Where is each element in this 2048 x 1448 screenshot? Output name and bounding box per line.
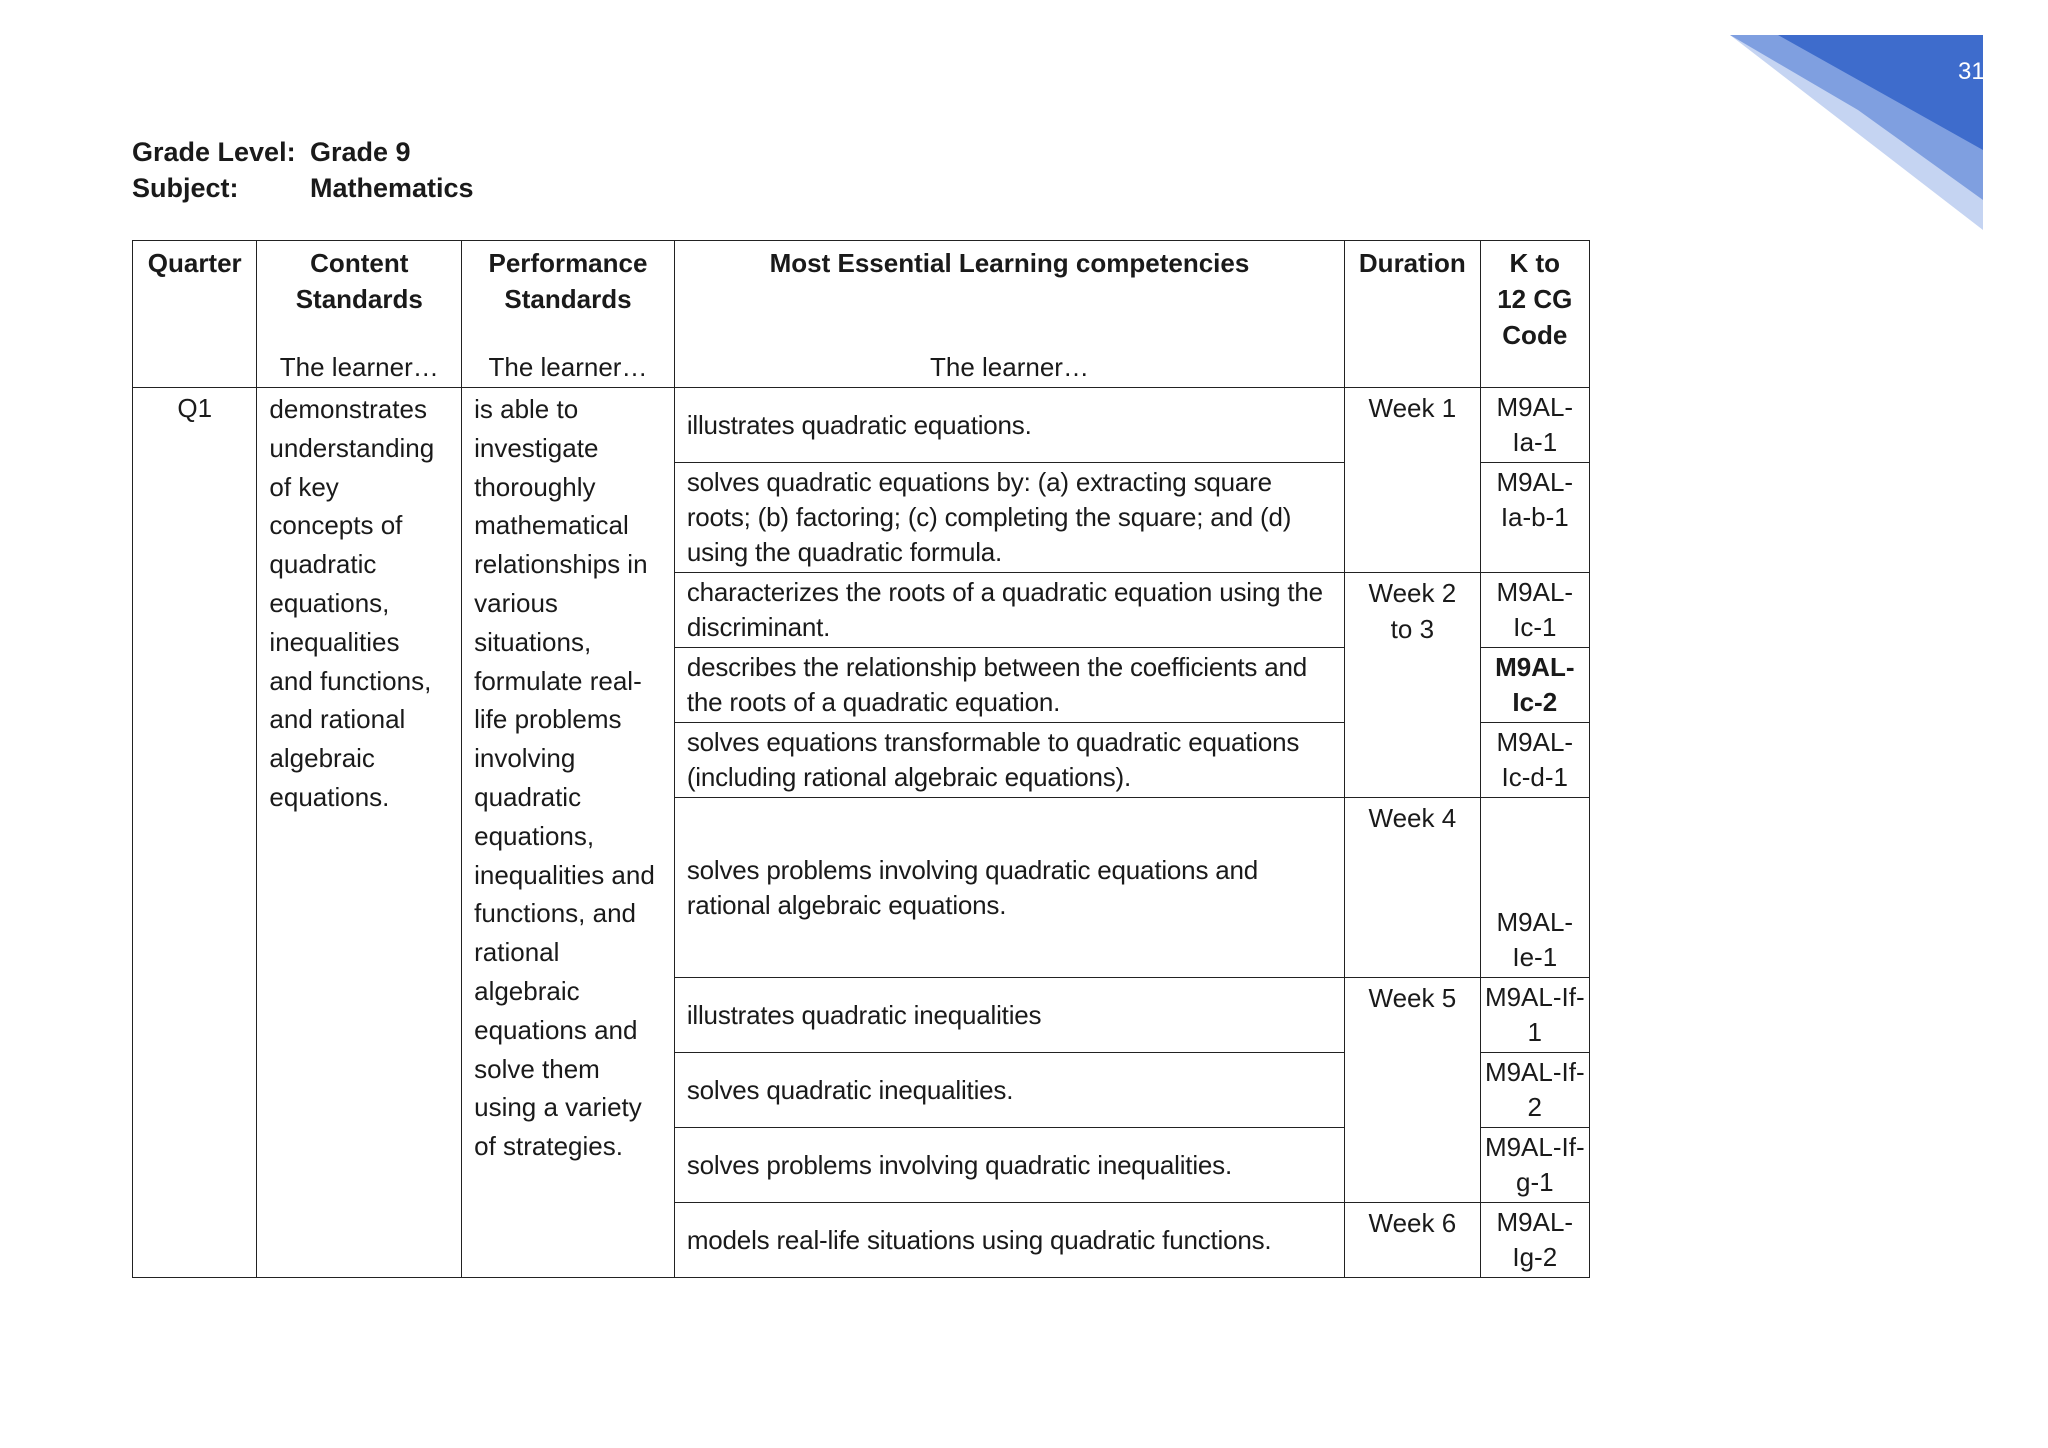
duration-cell: Week 5 (1345, 978, 1480, 1203)
duration-cell: Week 6 (1345, 1203, 1480, 1278)
competency-cell: solves quadratic equations by: (a) extracting square roots; (b) factoring; (c) completing the square; and (d) using the quadratic formula. (674, 463, 1344, 573)
header-quarter: Quarter (133, 241, 257, 388)
competency-cell: characterizes the roots of a quadratic equation using the discriminant. (674, 573, 1344, 648)
header-melc (674, 241, 1344, 388)
grade-level-label: Grade Level: (132, 137, 296, 167)
header-duration: Duration (1345, 241, 1480, 388)
duration-cell: Week 4 (1345, 798, 1480, 978)
header-row (133, 241, 1590, 388)
header-performance-standards (462, 241, 675, 388)
competency-cell: solves problems involving quadratic inequalities. (674, 1128, 1344, 1203)
content-standard-cell: demonstrates understanding of key concepts of quadratic equations, inequalities and functions, and rational algebraic equations. (257, 388, 462, 1278)
subject-value: Mathematics (310, 173, 474, 203)
header-content-sub: The learner… (279, 352, 439, 382)
header-content-standards (257, 241, 462, 388)
corner-decoration (1628, 0, 2048, 240)
header-performance-title: Performance Standards (488, 248, 648, 314)
grade-level-row (132, 134, 474, 170)
header-code: K to 12 CG Code (1480, 241, 1589, 388)
header-performance-sub: The learner… (488, 352, 648, 382)
code-cell: M9AL-If-2 (1480, 1053, 1589, 1128)
subject-row (132, 170, 474, 206)
code-cell: M9AL-Ic-2 (1480, 648, 1589, 723)
performance-standard-cell: is able to investigate thoroughly mathematical relationships in various situations, formulate real-life problems involving quadratic equations, inequalities and functions, and rational algebraic equations and solve them using a variety of strategies. (462, 388, 675, 1278)
competency-cell: solves problems involving quadratic equations and rational algebraic equations. (674, 798, 1344, 978)
header-content-title: Content Standards (295, 248, 423, 314)
duration-cell: Week 1 (1345, 388, 1480, 573)
code-cell: M9AL-Ie-1 (1480, 798, 1589, 978)
competency-cell: illustrates quadratic equations. (674, 388, 1344, 463)
code-cell: M9AL-If-g-1 (1480, 1128, 1589, 1203)
competency-cell: solves equations transformable to quadratic equations (including rational algebraic equations). (674, 723, 1344, 798)
code-cell: M9AL-Ia-b-1 (1480, 463, 1589, 573)
document-meta (132, 134, 474, 206)
header-melc-title: Most Essential Learning competencies (769, 248, 1250, 278)
competency-cell: models real-life situations using quadratic functions. (674, 1203, 1344, 1278)
quarter-cell: Q1 (133, 388, 257, 1278)
subject-label: Subject: (132, 173, 239, 203)
code-cell: M9AL-Ic-d-1 (1480, 723, 1589, 798)
grade-level-value: Grade 9 (310, 137, 411, 167)
competency-cell: solves quadratic inequalities. (674, 1053, 1344, 1128)
code-cell: M9AL-If-1 (1480, 978, 1589, 1053)
code-cell: M9AL-Ig-2 (1480, 1203, 1589, 1278)
code-cell: M9AL-Ia-1 (1480, 388, 1589, 463)
duration-cell: Week 2 to 3 (1345, 573, 1480, 798)
competency-cell: describes the relationship between the coefficients and the roots of a quadratic equation. (674, 648, 1344, 723)
competency-cell: illustrates quadratic inequalities (674, 978, 1344, 1053)
code-cell: M9AL-Ic-1 (1480, 573, 1589, 648)
table-row (133, 388, 1590, 463)
melc-table (132, 240, 1590, 1278)
page-number: 313 (1958, 58, 1999, 85)
header-melc-sub: The learner… (929, 352, 1089, 382)
